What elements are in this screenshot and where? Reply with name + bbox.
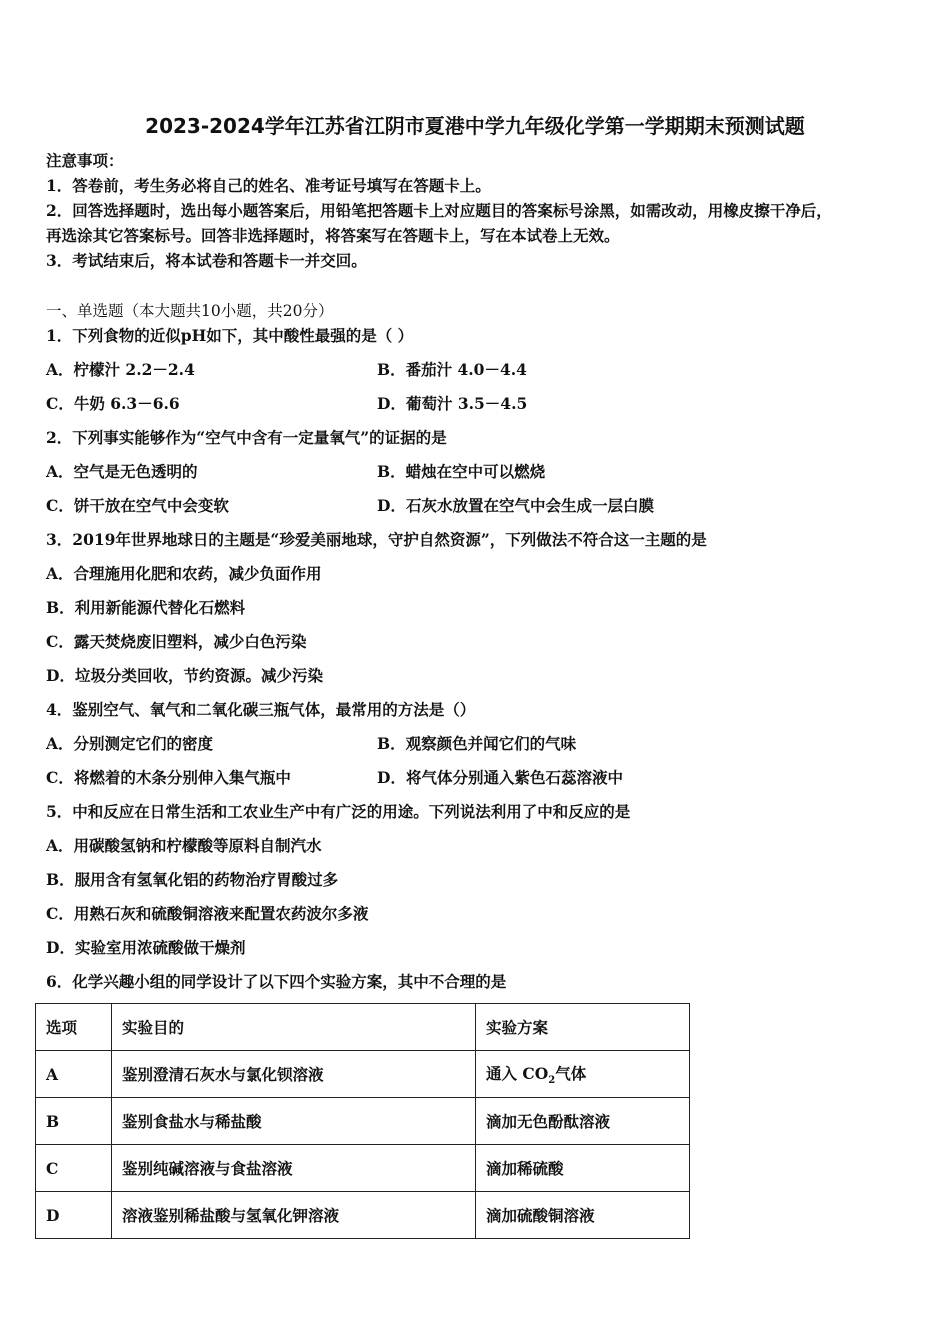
question-4-option-d: D．将气体分别通入紫色石蕊溶液中 (377, 768, 623, 787)
table-cell-option: A (36, 1051, 112, 1098)
table-cell-option: B (36, 1098, 112, 1145)
table-cell-plan: 滴加硫酸铜溶液 (476, 1192, 690, 1239)
question-6-stem: 6．化学兴趣小组的同学设计了以下四个实验方案，其中不合理的是 (46, 972, 507, 991)
table-row (36, 1051, 690, 1098)
question-3-stem: 3．2019年世界地球日的主题是“珍爱美丽地球，守护自然资源”，下列做法不符合这一主题的是 (46, 530, 707, 549)
question-2-option-d: D．石灰水放置在空气中会生成一层白膜 (377, 496, 654, 515)
question-1-option-d: D．葡萄汁 3.5－4.5 (377, 394, 528, 413)
section-heading: 一、单选题（本大题共10小题，共20分） (46, 302, 334, 320)
table-cell-purpose: 鉴别澄清石灰水与氯化钡溶液 (112, 1051, 476, 1098)
question-4-option-b: B．观察颜色并闻它们的气味 (377, 734, 577, 753)
table-cell-plan: 滴加稀硫酸 (476, 1145, 690, 1192)
table-cell-option: D (36, 1192, 112, 1239)
table-cell-option: C (36, 1145, 112, 1192)
notice-item-2: 2．回答选择题时，选出每小题答案后，用铅笔把答题卡上对应题目的答案标号涂黑，如需改动，用橡皮擦干净后， (46, 201, 832, 220)
plan-text-pre: 通入 CO (486, 1063, 549, 1083)
question-1-option-c: C．牛奶 6.3－6.6 (46, 394, 180, 413)
question-5-option-b: B．服用含有氢氧化铝的药物治疗胃酸过多 (46, 870, 339, 889)
question-4-stem: 4．鉴别空气、氧气和二氧化碳三瓶气体，最常用的方法是（） (46, 700, 476, 719)
question-3-option-a: A．合理施用化肥和农药，减少负面作用 (46, 564, 322, 583)
table-header-cell: 选项 (36, 1004, 112, 1051)
table-cell-plan (476, 1051, 690, 1098)
question-1-option-a: A．柠檬汁 2.2－2.4 (46, 360, 195, 379)
table-cell-plan: 滴加无色酚酞溶液 (476, 1098, 690, 1145)
question-4-option-a: A．分别测定它们的密度 (46, 734, 214, 753)
table-row (36, 1098, 690, 1145)
question-3-option-c: C．露天焚烧废旧塑料，减少白色污染 (46, 632, 307, 651)
question-3-option-b: B．利用新能源代替化石燃料 (46, 598, 246, 617)
question-2-option-a: A．空气是无色透明的 (46, 462, 198, 481)
page-title: 2023-2024学年江苏省江阴市夏港中学九年级化学第一学期期末预测试题 (145, 114, 805, 138)
table-cell-purpose: 溶液鉴别稀盐酸与氢氧化钾溶液 (112, 1192, 476, 1239)
table-row (36, 1192, 690, 1239)
question-3-option-d: D．垃圾分类回收，节约资源。减少污染 (46, 666, 323, 685)
question-5-option-a: A．用碳酸氢钠和柠檬酸等原料自制汽水 (46, 836, 322, 855)
table-header-cell: 实验目的 (112, 1004, 476, 1051)
table-header-cell: 实验方案 (476, 1004, 690, 1051)
question-4-option-c: C．将燃着的木条分别伸入集气瓶中 (46, 768, 291, 787)
notice-item-3: 3．考试结束后，将本试卷和答题卡一并交回。 (46, 251, 367, 270)
table-cell-purpose: 鉴别食盐水与稀盐酸 (112, 1098, 476, 1145)
question-5-option-d: D．实验室用浓硫酸做干燥剂 (46, 938, 246, 957)
notice-item-2-cont: 再选涂其它答案标号。回答非选择题时，将答案写在答题卡上，写在本试卷上无效。 (46, 226, 620, 245)
experiment-table (35, 1003, 690, 1239)
question-5-stem: 5．中和反应在日常生活和工农业生产中有广泛的用途。下列说法利用了中和反应的是 (46, 802, 631, 821)
table-row (36, 1145, 690, 1192)
notice-item-1: 1．答卷前，考生务必将自己的姓名、准考证号填写在答题卡上。 (46, 176, 491, 195)
question-1-stem: 1．下列食物的近似pH如下，其中酸性最强的是（ ） (46, 326, 414, 345)
plan-text-post: 气体 (555, 1063, 587, 1083)
table-cell-purpose: 鉴别纯碱溶液与食盐溶液 (112, 1145, 476, 1192)
table-header-row (36, 1004, 690, 1051)
question-5-option-c: C．用熟石灰和硫酸铜溶液来配置农药波尔多液 (46, 904, 369, 923)
question-1-option-b: B．番茄汁 4.0－4.4 (377, 360, 527, 379)
plan-subscript: 2 (548, 1075, 556, 1087)
notice-heading: 注意事项： (46, 151, 124, 170)
question-2-option-b: B．蜡烛在空中可以燃烧 (377, 462, 546, 481)
question-2-option-c: C．饼干放在空气中会变软 (46, 496, 229, 515)
question-2-stem: 2．下列事实能够作为“空气中含有一定量氧气”的证据的是 (46, 428, 447, 447)
